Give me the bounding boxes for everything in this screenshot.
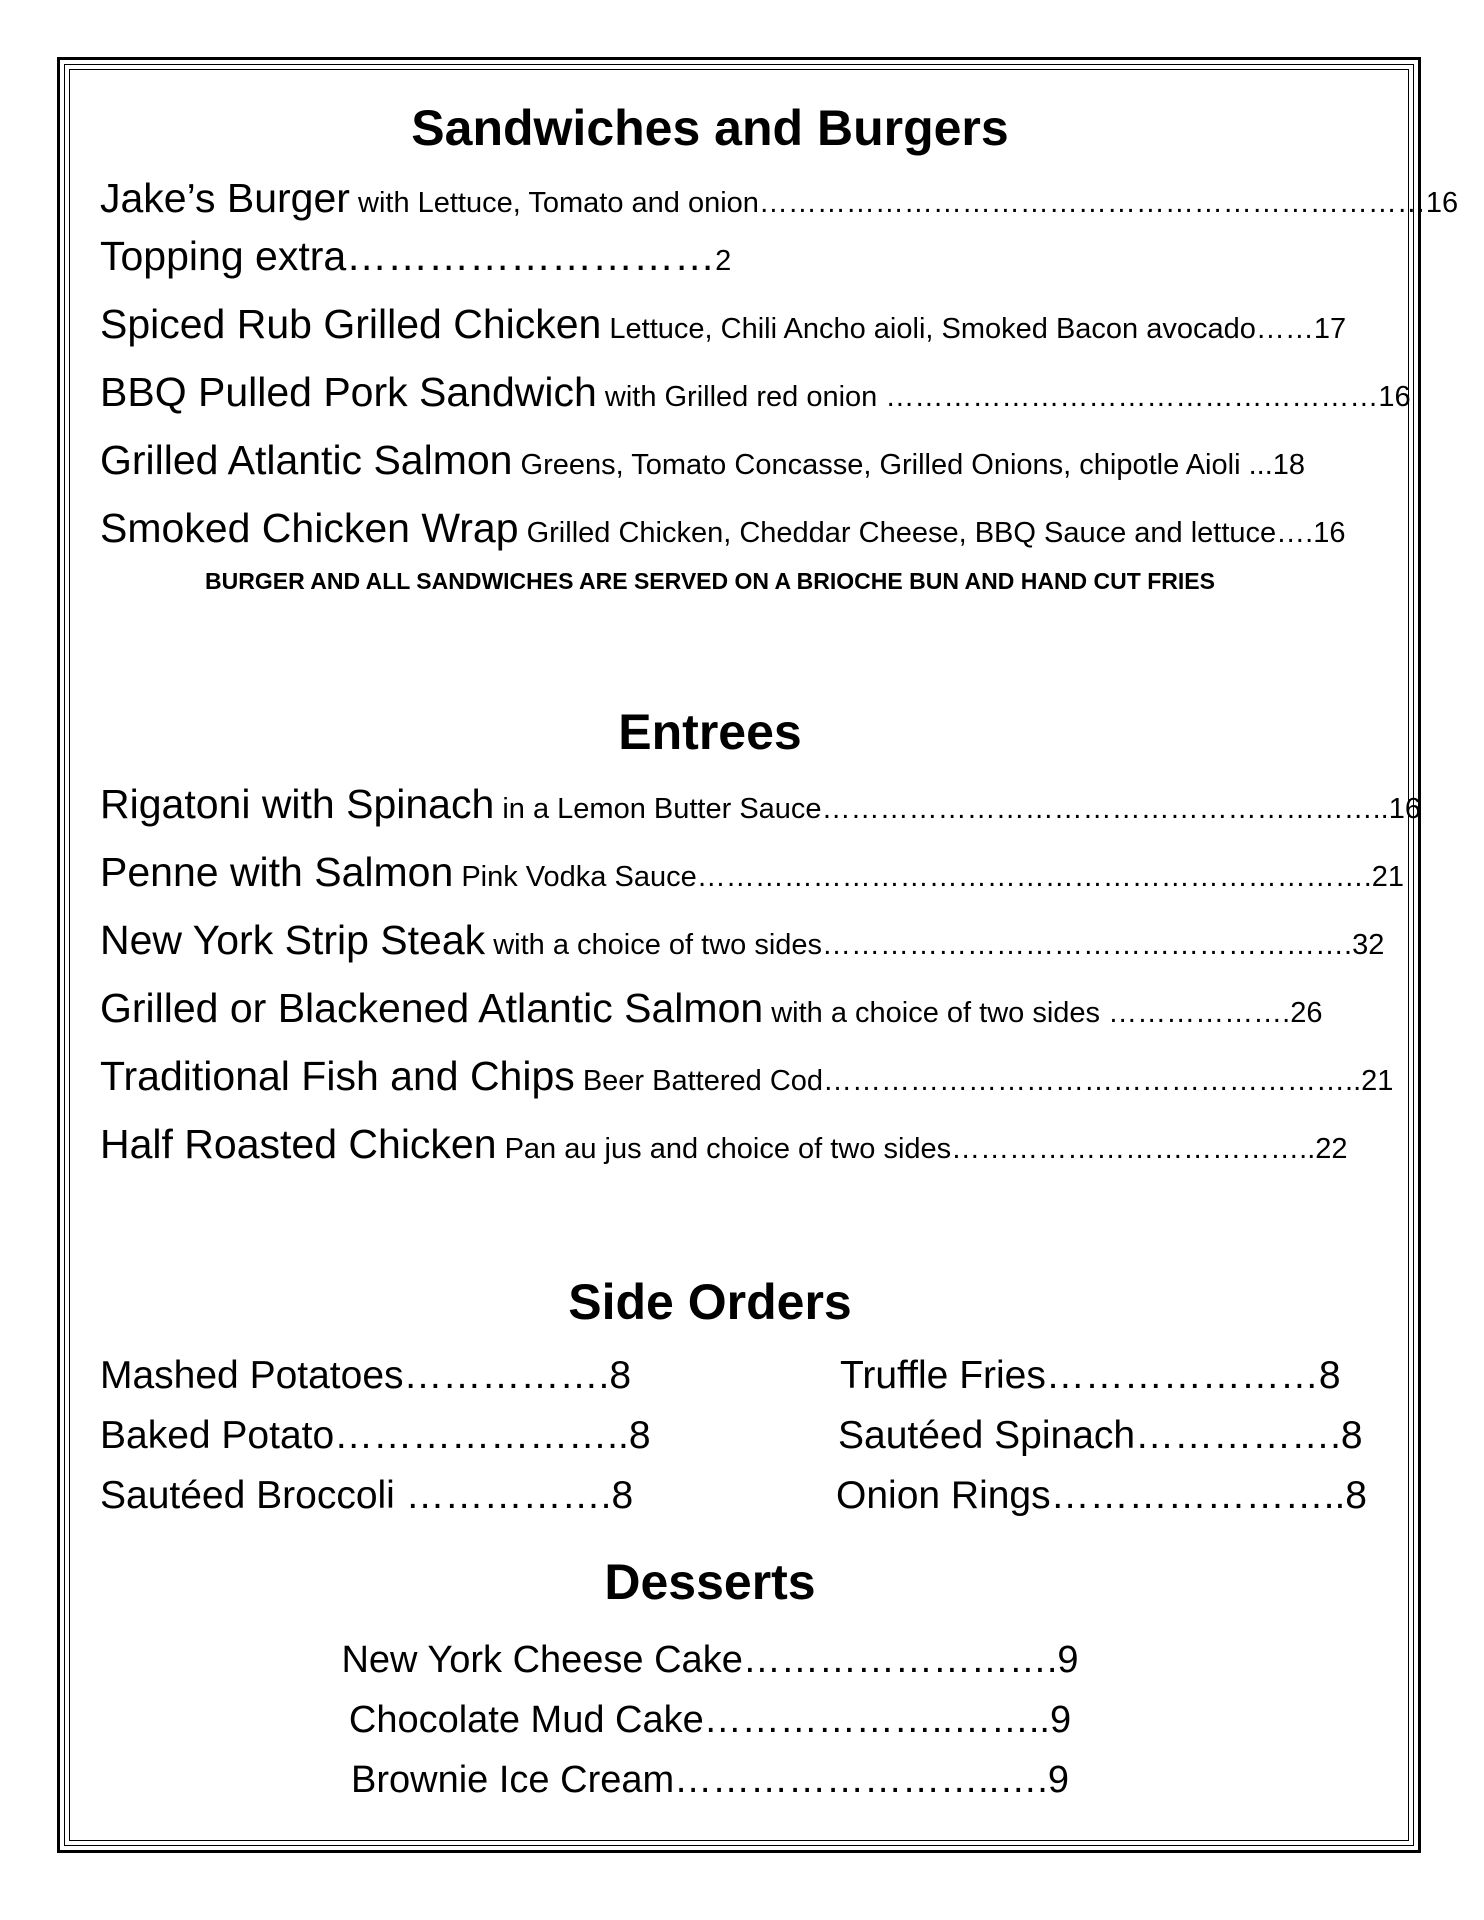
sandwich-note: BURGER AND ALL SANDWICHES ARE SERVED ON A BRIOCHE BUN AND HAND CUT FRIES bbox=[205, 568, 1215, 594]
item-dots: ……………………………………………………………. bbox=[696, 861, 1372, 893]
item-name: Topping extra……………………… bbox=[100, 233, 716, 279]
menu-item bbox=[100, 232, 731, 290]
item-desc: in a Lemon Butter Sauce bbox=[494, 793, 822, 825]
item-desc: Greens, Tomato Concasse, Grilled Onions, chipotle Aioli bbox=[512, 449, 1249, 481]
menu-item bbox=[100, 1120, 1348, 1178]
menu-item bbox=[100, 1052, 1393, 1110]
item-name: Half Roasted Chicken bbox=[100, 1121, 497, 1167]
dessert-item: New York Cheese Cake…………………….9 bbox=[341, 1639, 1079, 1681]
menu-item bbox=[100, 984, 1322, 1042]
menu-item bbox=[100, 436, 1305, 494]
item-desc: with Grilled red onion bbox=[596, 381, 886, 413]
item-name: Traditional Fish and Chips bbox=[100, 1053, 575, 1099]
item-price: 2 bbox=[715, 245, 732, 277]
menu-item bbox=[100, 300, 1346, 358]
menu-item bbox=[100, 780, 1421, 838]
item-price: 22 bbox=[1315, 1133, 1348, 1165]
item-name: New York Strip Steak bbox=[100, 917, 486, 963]
item-name: BBQ Pulled Pork Sandwich bbox=[100, 369, 597, 415]
side-item: Mashed Potatoes…………….8 bbox=[100, 1354, 632, 1397]
item-dots: ………………………………………………. bbox=[822, 929, 1353, 961]
item-name: Jake’s Burger bbox=[100, 175, 350, 221]
section-title-sandwiches: Sandwiches and Burgers bbox=[411, 100, 1009, 156]
item-dots: ……………………………………………….. bbox=[823, 1065, 1362, 1097]
item-price: 16 bbox=[1388, 793, 1421, 825]
item-desc: with a choice of two sides bbox=[763, 997, 1109, 1029]
item-dots: ………………. bbox=[1108, 997, 1291, 1029]
item-dots: ... bbox=[1248, 449, 1273, 481]
dessert-item: Brownie Ice Cream……………………..….9 bbox=[351, 1759, 1069, 1801]
item-price: 21 bbox=[1371, 861, 1405, 893]
item-dots: ………………………………………………….. bbox=[821, 793, 1389, 825]
side-item: Onion Rings…………………..8 bbox=[836, 1474, 1367, 1517]
item-desc: Pan au jus and choice of two sides bbox=[496, 1133, 952, 1165]
item-name: Spiced Rub Grilled Chicken bbox=[100, 301, 602, 347]
item-name: Penne with Salmon bbox=[100, 849, 454, 895]
menu-item bbox=[100, 504, 1346, 562]
item-price: 26 bbox=[1290, 997, 1323, 1029]
item-price: 32 bbox=[1352, 929, 1385, 961]
item-desc: with Lettuce, Tomato and onion bbox=[349, 187, 759, 219]
item-dots: ……………………………….. bbox=[951, 1133, 1316, 1165]
item-desc: Grilled Chicken, Cheddar Cheese, BBQ Sauce and lettuce bbox=[518, 517, 1277, 549]
side-item: Baked Potato…………………..8 bbox=[100, 1414, 651, 1457]
item-price: 16 bbox=[1378, 381, 1411, 413]
item-dots: …………………………………………… bbox=[885, 381, 1379, 413]
item-name: Grilled Atlantic Salmon bbox=[100, 437, 513, 483]
item-name: Smoked Chicken Wrap bbox=[100, 505, 519, 551]
item-price: 16 bbox=[1313, 517, 1346, 549]
item-desc: Lettuce, Chili Ancho aioli, Smoked Bacon avocado bbox=[601, 313, 1256, 345]
section-title-entrees: Entrees bbox=[618, 704, 802, 760]
side-item: Truffle Fries…………………8 bbox=[840, 1354, 1341, 1397]
side-item: Sautéed Broccoli …………….8 bbox=[100, 1474, 634, 1517]
item-price: 16 bbox=[1425, 187, 1459, 219]
item-desc: Beer Battered Cod bbox=[574, 1065, 824, 1097]
item-dots: …. bbox=[1276, 517, 1314, 549]
menu-item bbox=[100, 174, 1458, 232]
item-name: Grilled or Blackened Atlantic Salmon bbox=[100, 985, 764, 1031]
item-name: Rigatoni with Spinach bbox=[100, 781, 495, 827]
item-dots: …………………………………………………………… bbox=[758, 187, 1426, 219]
menu-item bbox=[100, 916, 1384, 974]
item-price: 21 bbox=[1361, 1065, 1394, 1097]
menu-item bbox=[100, 368, 1411, 426]
side-item: Sautéed Spinach…………….8 bbox=[838, 1414, 1363, 1457]
section-title-sides: Side Orders bbox=[568, 1274, 852, 1330]
item-desc: Pink Vodka Sauce bbox=[453, 861, 697, 893]
item-price: 17 bbox=[1313, 313, 1347, 345]
menu-item bbox=[100, 848, 1404, 906]
item-dots: …… bbox=[1255, 313, 1314, 345]
section-title-desserts: Desserts bbox=[604, 1554, 816, 1610]
dessert-item: Chocolate Mud Cake………………..……..9 bbox=[348, 1699, 1072, 1741]
item-price: 18 bbox=[1272, 449, 1306, 481]
item-desc: with a choice of two sides bbox=[485, 929, 823, 961]
